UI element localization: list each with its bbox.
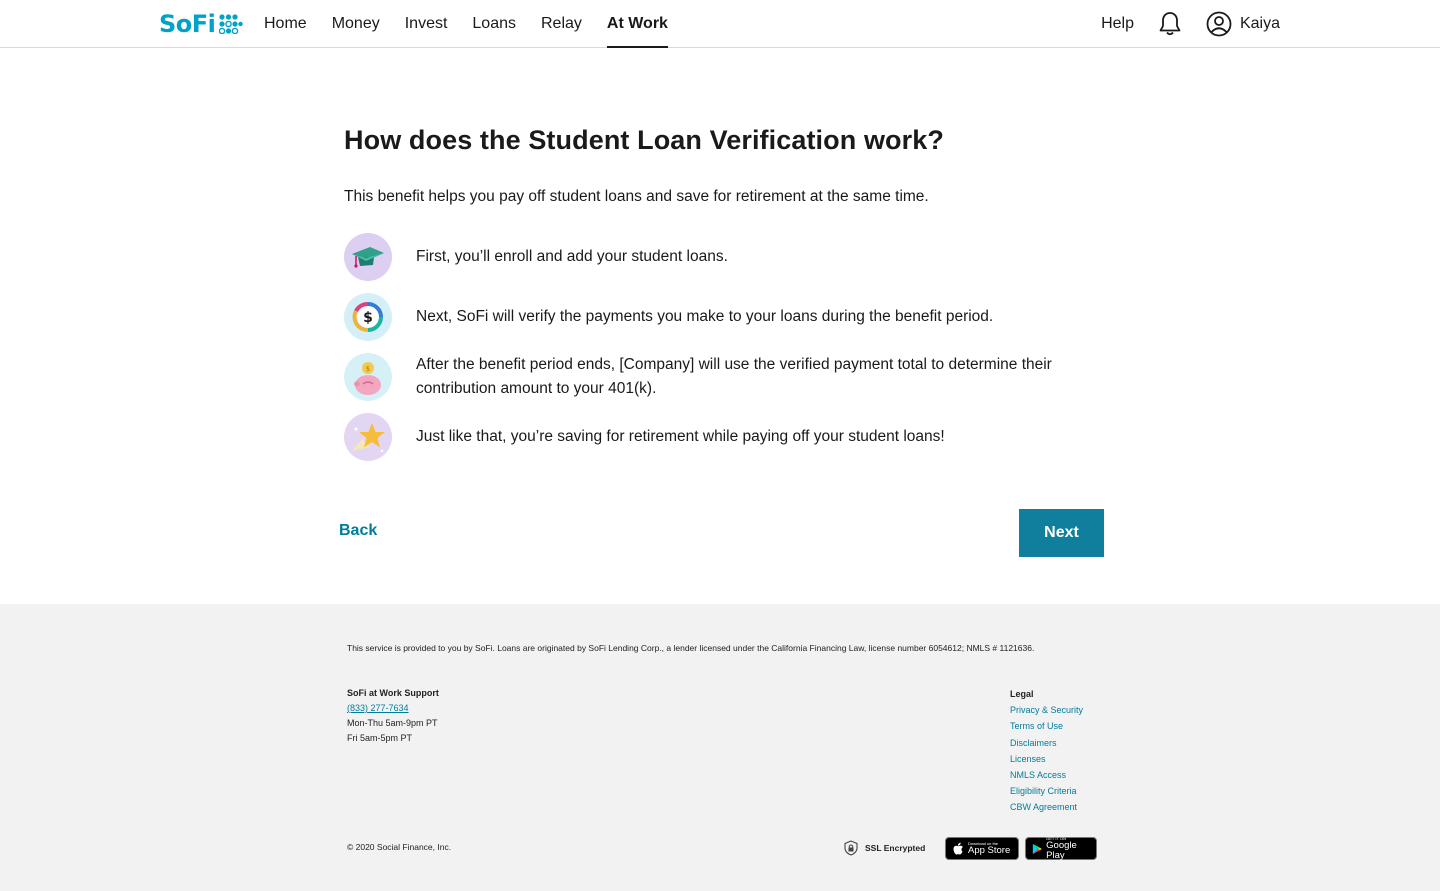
nav-money[interactable]: Money <box>331 15 380 32</box>
apple-icon <box>952 842 964 856</box>
step-item <box>344 353 1104 401</box>
star-icon <box>344 413 392 461</box>
header-actions <box>1101 0 1280 48</box>
step-item <box>344 413 1104 461</box>
nav-invest[interactable]: Invest <box>404 15 448 32</box>
footer <box>0 604 1440 891</box>
svg-text:$: $ <box>365 365 371 373</box>
legal-link-licenses[interactable]: Licenses <box>1010 753 1046 764</box>
shield-lock-icon <box>843 840 859 856</box>
legal-link-terms[interactable]: Terms of Use <box>1010 721 1064 732</box>
nav-loans[interactable]: Loans <box>472 15 516 32</box>
nav-relay[interactable]: Relay <box>541 15 582 32</box>
logo-wordmark: SoFi <box>159 10 216 38</box>
app-store-small: Download on the <box>968 841 999 846</box>
top-navigation-bar <box>0 0 1440 48</box>
help-link[interactable]: Help <box>1101 15 1134 32</box>
back-button[interactable]: Back <box>339 522 378 539</box>
legal-link-cbw[interactable]: CBW Agreement <box>1010 802 1078 813</box>
support-title: SoFi at Work Support <box>347 688 439 698</box>
step-text: Next, SoFi will verify the payments you make to your loans during the benefit period. <box>416 308 994 325</box>
legal-link-nmls[interactable]: NMLS Access <box>1010 770 1067 781</box>
copyright: © 2020 Social Finance, Inc. <box>347 842 452 852</box>
legal-section <box>1010 686 1083 816</box>
user-name: Kaiya <box>1239 15 1280 32</box>
step-item <box>344 293 1104 341</box>
support-hours-weekday: Mon-Thu 5am-9pm PT <box>347 718 438 728</box>
app-store-big: App Store <box>968 845 1011 856</box>
ssl-label: SSL Encrypted <box>865 843 926 853</box>
legal-link-privacy[interactable]: Privacy & Security <box>1010 705 1084 716</box>
svg-text:$: $ <box>363 310 373 326</box>
logo-dots-icon <box>219 14 243 34</box>
support-section <box>347 686 439 746</box>
intro-text: This benefit helps you pay off student loans and save for retirement at the same time. <box>344 188 929 205</box>
app-store-badge[interactable] <box>945 837 1019 860</box>
user-avatar-icon <box>1206 11 1232 37</box>
step-text: First, you’ll enroll and add your student loans. <box>416 248 728 265</box>
next-button[interactable]: Next <box>1019 509 1104 557</box>
page-title: How does the Student Loan Verification work? <box>344 125 944 155</box>
sofi-logo[interactable] <box>159 11 243 37</box>
google-play-icon <box>1032 842 1042 856</box>
footer-disclaimer: This service is provided to you by SoFi. Loans are originated by SoFi Lending Corp., a lender licensed under the California Financing Law, license number 6054612; NMLS # 1121636. <box>347 643 1035 653</box>
google-play-badge[interactable] <box>1025 837 1097 860</box>
graduation-cap-icon <box>344 233 392 281</box>
nav-at-work[interactable]: At Work <box>607 0 668 48</box>
support-phone-link[interactable]: (833) 277-7634 <box>347 703 409 713</box>
nav-home[interactable]: Home <box>264 15 307 32</box>
legal-link-eligibility[interactable]: Eligibility Criteria <box>1010 786 1077 797</box>
legal-link-disclaimers[interactable]: Disclaimers <box>1010 737 1057 748</box>
user-menu[interactable] <box>1206 11 1280 37</box>
ssl-badge <box>843 840 925 856</box>
step-text: After the benefit period ends, [Company] will use the verified payment total to determine their contribution amount to your 401(k). <box>416 356 1052 397</box>
piggy-bank-icon <box>344 353 392 401</box>
step-item <box>344 233 1104 281</box>
legal-title: Legal <box>1010 689 1034 699</box>
google-play-small: GET IT ON <box>1046 836 1067 841</box>
bell-icon[interactable] <box>1158 11 1184 37</box>
step-text: Just like that, you’re saving for retirement while paying off your student loans! <box>416 428 945 445</box>
main-nav <box>264 0 693 48</box>
support-hours-friday: Fri 5am-5pm PT <box>347 733 413 743</box>
dollar-progress-icon <box>344 293 392 341</box>
google-play-big: Google Play <box>1046 840 1077 861</box>
